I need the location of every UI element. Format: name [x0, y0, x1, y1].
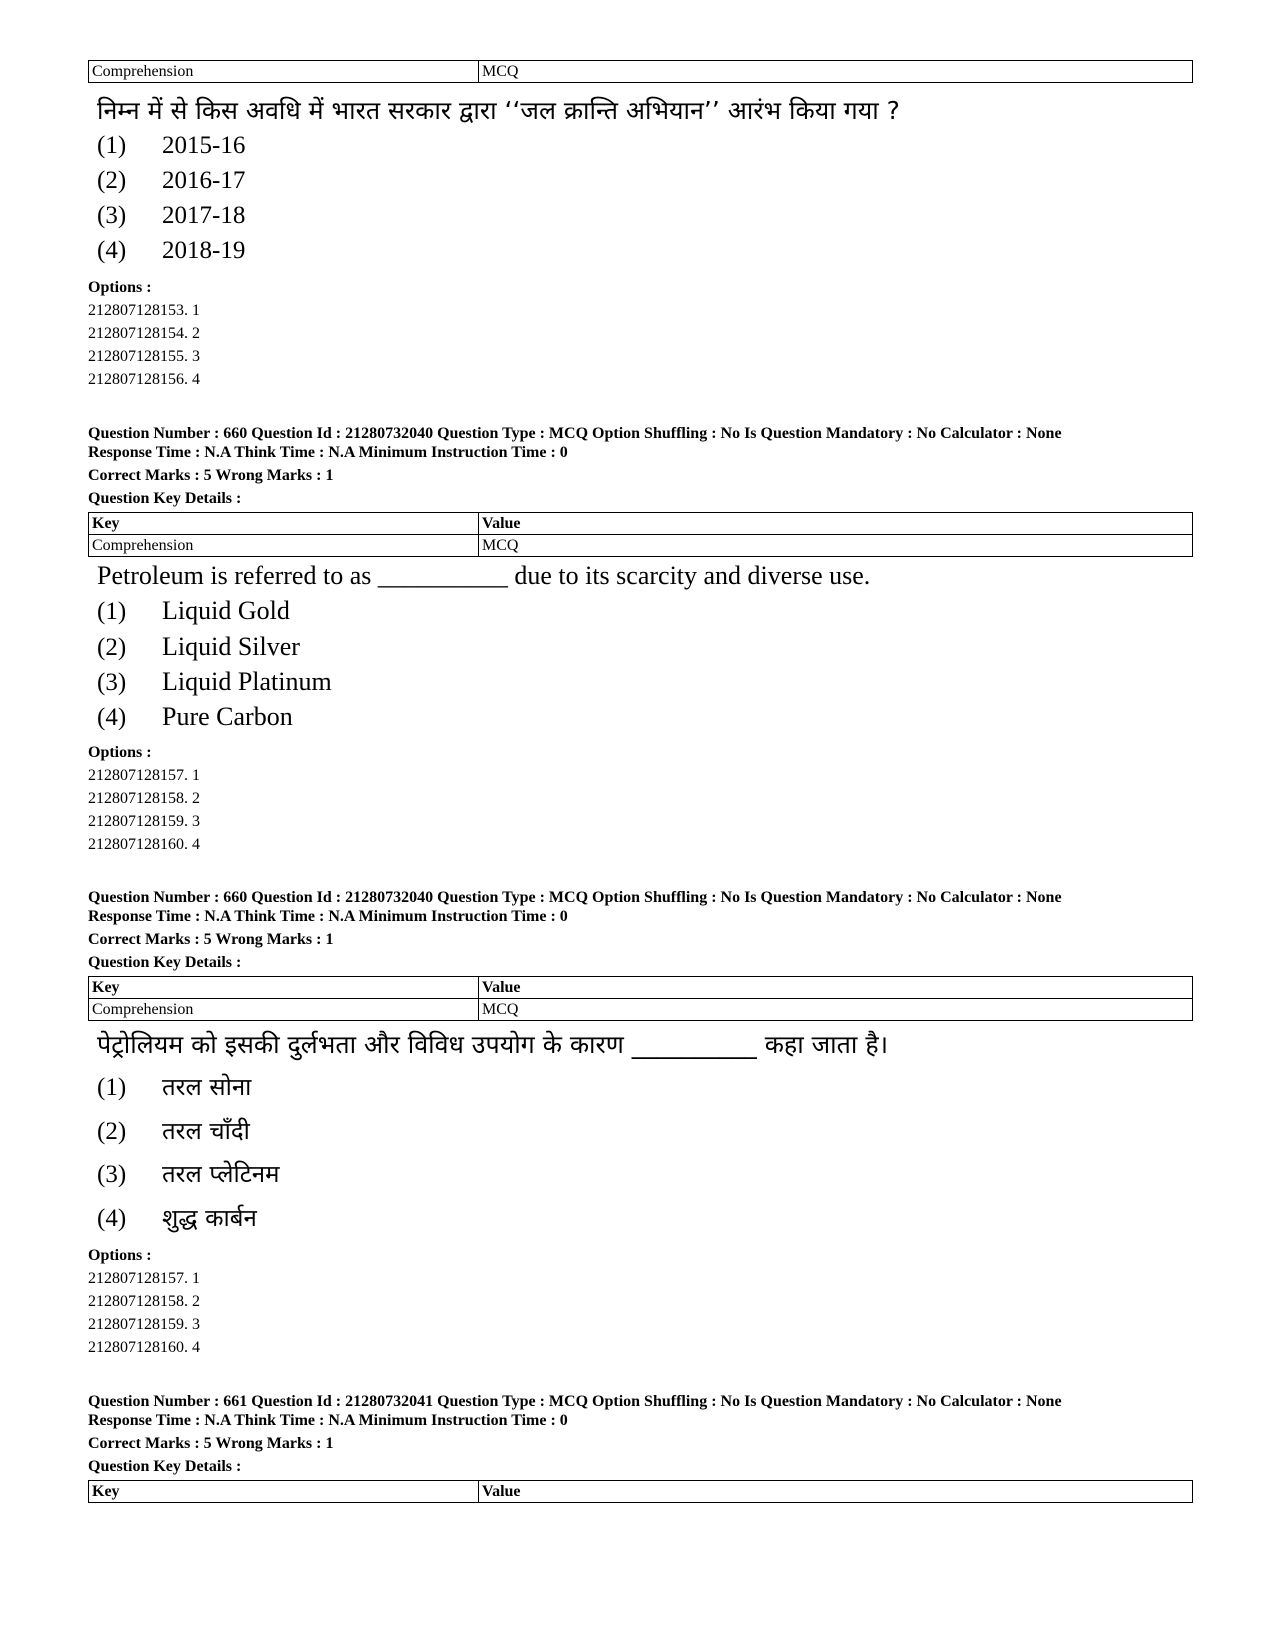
key-cell: Comprehension [89, 535, 479, 557]
table-header-row [89, 513, 1193, 535]
option-id: 212807128158. 2 [88, 1293, 200, 1310]
option-id: 212807128153. 1 [88, 302, 200, 319]
choice-item [97, 167, 245, 195]
choice-text: तरल चाँदी [162, 1117, 250, 1145]
key-details-label: Question Key Details : [88, 490, 242, 507]
choice-number: (4) [97, 704, 127, 731]
choice-text: 2015-16 [162, 132, 246, 159]
key-details-label: Question Key Details : [88, 954, 242, 971]
choice-number: (4) [97, 1205, 127, 1232]
choice-number: (3) [97, 202, 127, 229]
question-key-table [88, 1480, 1193, 1503]
choice-number: (1) [97, 1074, 127, 1101]
question-text: निम्न में से किस अवधि में भारत सरकार द्वारा ‘‘जल क्रान्ति अभियान’’ आरंभ किया गया ? [97, 96, 900, 125]
choice-text: 2018-19 [162, 237, 246, 264]
choice-text: Liquid Gold [162, 596, 290, 625]
marks-line: Correct Marks : 5 Wrong Marks : 1 [88, 1435, 334, 1452]
choice-number: (2) [97, 1118, 127, 1145]
question-meta [88, 424, 1062, 462]
question-key-table [88, 60, 1193, 83]
choice-number: (4) [97, 237, 127, 264]
table-row [89, 535, 1193, 557]
choice-text: शुद्ध कार्बन [162, 1204, 257, 1232]
choice-item [97, 1157, 279, 1190]
choice-item [97, 596, 290, 626]
meta-line: Question Number : 660 Question Id : 21280732040 Question Type : MCQ Option Shuffling : No Is Question Mandatory : No Calculator : None [88, 425, 1062, 442]
table-row [89, 61, 1193, 83]
option-id: 212807128157. 1 [88, 767, 200, 784]
option-id: 212807128156. 4 [88, 371, 200, 388]
choice-item [97, 702, 293, 732]
options-label: Options : [88, 279, 152, 296]
choice-text: 2016-17 [162, 167, 246, 194]
meta-line: Response Time : N.A Think Time : N.A Minimum Instruction Time : 0 [88, 444, 568, 461]
options-label: Options : [88, 744, 152, 761]
table-header-row [89, 1481, 1193, 1503]
question-meta [88, 1392, 1062, 1430]
choice-number: (1) [97, 132, 127, 159]
table-row [89, 999, 1193, 1021]
meta-line: Response Time : N.A Think Time : N.A Minimum Instruction Time : 0 [88, 1412, 568, 1429]
choice-text: तरल प्लेटिनम [162, 1160, 280, 1188]
option-id: 212807128158. 2 [88, 790, 200, 807]
column-header: Key [89, 513, 479, 535]
column-header: Value [479, 1481, 1193, 1503]
choice-item [97, 1201, 257, 1234]
value-cell: MCQ [479, 61, 1193, 83]
choice-number: (1) [97, 598, 127, 625]
choice-text: Liquid Silver [162, 632, 300, 661]
choice-text: 2017-18 [162, 202, 246, 229]
choice-item [97, 1070, 251, 1103]
question-key-table [88, 512, 1193, 557]
key-cell: Comprehension [89, 999, 479, 1021]
column-header: Value [479, 977, 1193, 999]
key-cell: Comprehension [89, 61, 479, 83]
column-header: Value [479, 513, 1193, 535]
choice-item [97, 202, 245, 230]
column-header: Key [89, 1481, 479, 1503]
question-text: पेट्रोलियम को इसकी दुर्लभता और विविध उपयोग के कारण __________ कहा जाता है। [97, 1030, 889, 1059]
question-meta [88, 888, 1062, 926]
key-details-label: Question Key Details : [88, 1458, 242, 1475]
option-id: 212807128154. 2 [88, 325, 200, 342]
choice-text: Pure Carbon [162, 702, 293, 731]
value-cell: MCQ [479, 999, 1193, 1021]
meta-line: Question Number : 660 Question Id : 21280732040 Question Type : MCQ Option Shuffling : No Is Question Mandatory : No Calculator : None [88, 889, 1062, 906]
column-header: Key [89, 977, 479, 999]
option-id: 212807128159. 3 [88, 813, 200, 830]
choice-item [97, 667, 332, 697]
option-id: 212807128159. 3 [88, 1316, 200, 1333]
question-text: Petroleum is referred to as __________ due to its scarcity and diverse use. [97, 561, 871, 590]
choice-text: Liquid Platinum [162, 667, 332, 696]
choice-number: (3) [97, 669, 127, 696]
meta-line: Question Number : 661 Question Id : 21280732041 Question Type : MCQ Option Shuffling : No Is Question Mandatory : No Calculator : None [88, 1393, 1062, 1410]
option-id: 212807128157. 1 [88, 1270, 200, 1287]
choice-item [97, 632, 300, 662]
options-label: Options : [88, 1247, 152, 1264]
marks-line: Correct Marks : 5 Wrong Marks : 1 [88, 931, 334, 948]
choice-item [97, 237, 245, 265]
option-id: 212807128160. 4 [88, 1339, 200, 1356]
choice-number: (2) [97, 167, 127, 194]
choice-number: (3) [97, 1161, 127, 1188]
choice-number: (2) [97, 634, 127, 661]
table-header-row [89, 977, 1193, 999]
choice-item [97, 1114, 250, 1147]
question-key-table [88, 976, 1193, 1021]
meta-line: Response Time : N.A Think Time : N.A Minimum Instruction Time : 0 [88, 908, 568, 925]
choice-text: तरल सोना [162, 1073, 252, 1101]
value-cell: MCQ [479, 535, 1193, 557]
option-id: 212807128155. 3 [88, 348, 200, 365]
option-id: 212807128160. 4 [88, 836, 200, 853]
choice-item [97, 132, 245, 160]
marks-line: Correct Marks : 5 Wrong Marks : 1 [88, 467, 334, 484]
